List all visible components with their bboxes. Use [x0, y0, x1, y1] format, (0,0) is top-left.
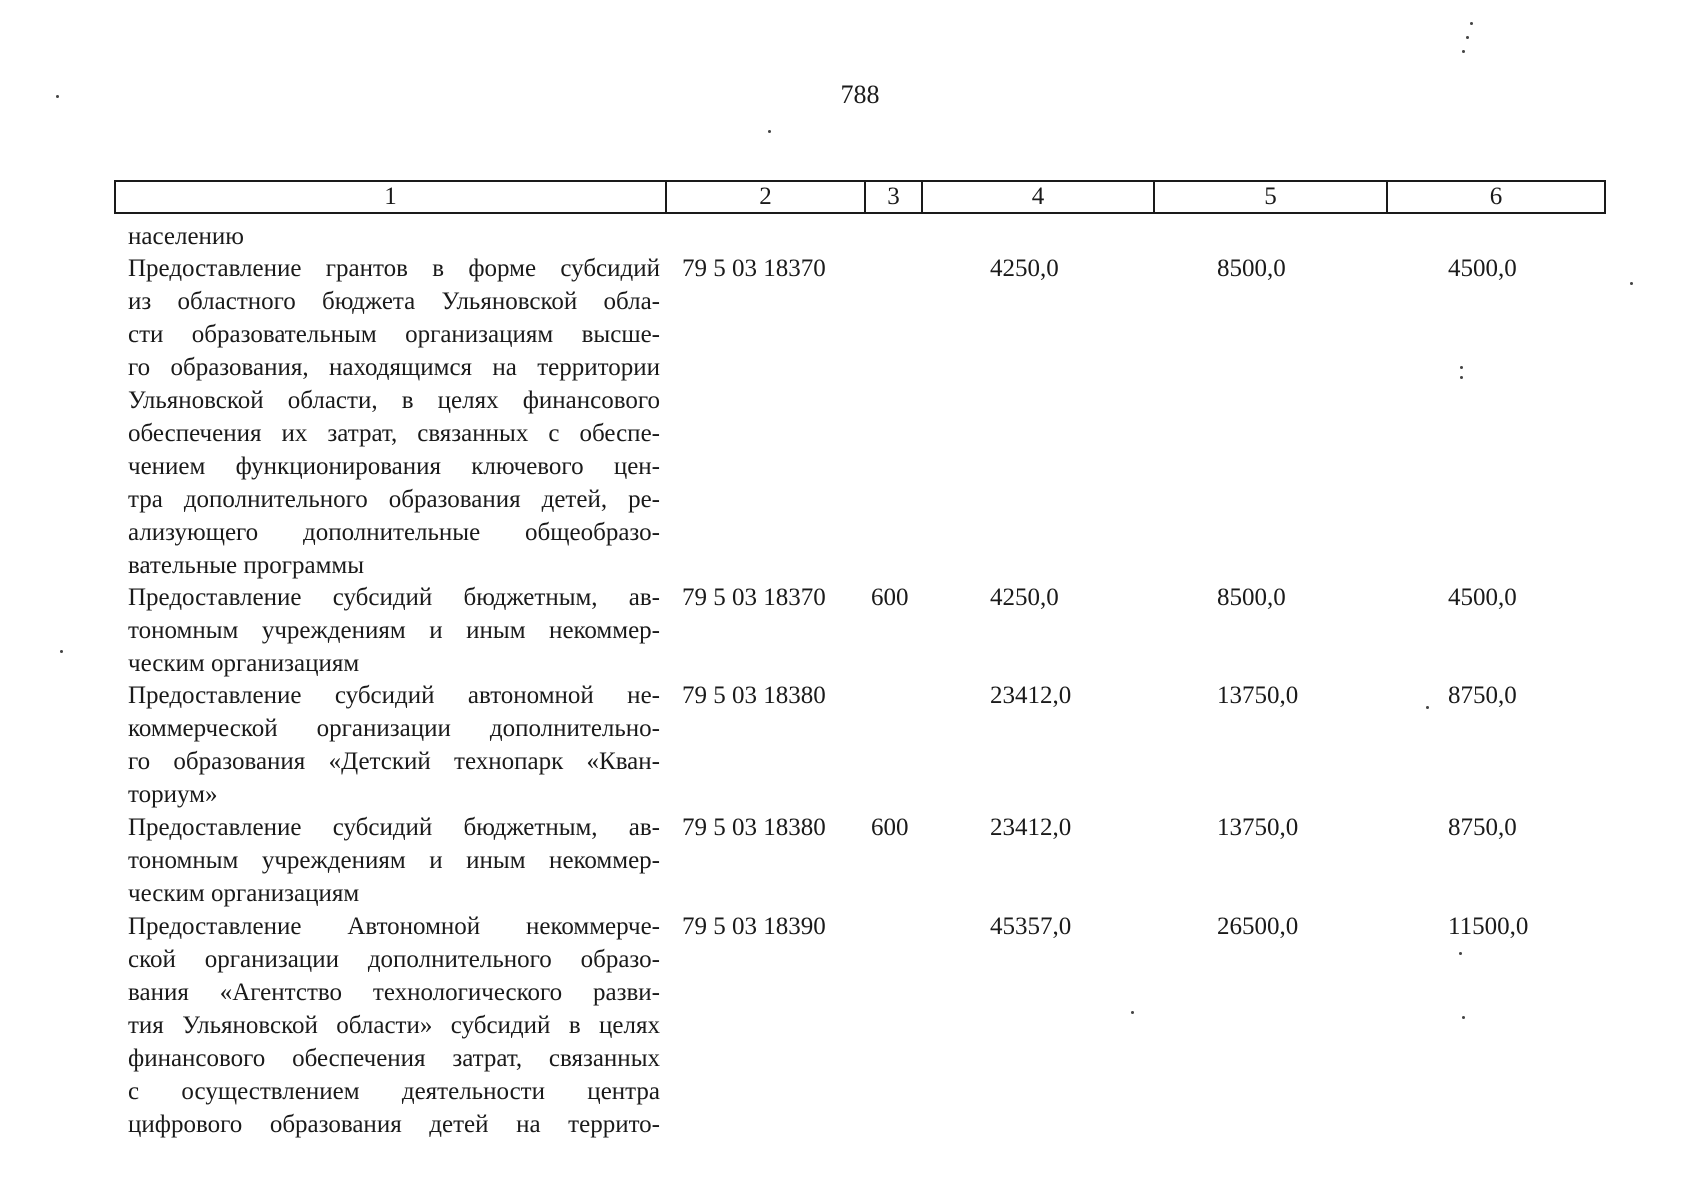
scan-speck	[1426, 706, 1429, 709]
amount-col-6: 11500,0	[1448, 913, 1529, 940]
description-line: вательные программы	[128, 552, 365, 579]
page-number: 788	[840, 80, 880, 109]
amount-col-4: 4250,0	[990, 255, 1059, 282]
scan-speck	[1460, 366, 1463, 369]
amount-col-6: 8750,0	[1448, 814, 1517, 841]
scan-speck	[1460, 376, 1463, 379]
description-line: ческим организациям	[128, 650, 360, 677]
row-description	[128, 910, 660, 1141]
description-line: Предоставление Автономной некоммерче-	[128, 913, 660, 940]
description-line: Предоставление субсидий бюджетным, ав-	[128, 584, 660, 611]
scan-speck	[1462, 1016, 1465, 1019]
amount-col-5: 8500,0	[1217, 255, 1286, 282]
budget-code: 79 5 03 18370	[682, 584, 826, 611]
description-line: тия Ульяновской области» субсидий в целях	[128, 1012, 660, 1039]
description-line: тономным учреждениям и иным некоммер-	[128, 617, 660, 644]
description-line: финансового обеспечения затрат, связанных	[128, 1045, 660, 1072]
description-line: го образования, находящимся на территории	[128, 354, 660, 381]
column-header-3: 3	[866, 182, 923, 212]
scan-speck	[56, 95, 59, 98]
scan-speck	[1630, 282, 1633, 285]
description-line: вания «Агентство технологического разви-	[128, 979, 660, 1006]
budget-code: 79 5 03 18390	[682, 913, 826, 940]
amount-col-5: 13750,0	[1217, 682, 1299, 709]
budget-code: 79 5 03 18380	[682, 814, 826, 841]
amount-col-5: 13750,0	[1217, 814, 1299, 841]
description-line: ческим организациям	[128, 880, 360, 907]
column-header-4: 4	[923, 182, 1155, 212]
amount-col-4: 23412,0	[990, 682, 1072, 709]
description-line: ализующего дополнительные общеобразо-	[128, 519, 660, 546]
scan-speck	[60, 650, 63, 653]
row-description	[128, 581, 660, 680]
description-line: с осуществлением деятельности центра	[128, 1078, 660, 1105]
column-header-2: 2	[667, 182, 866, 212]
description-line: го образования «Детский технопарк «Кван-	[128, 748, 660, 775]
description-line: Предоставление субсидий бюджетным, ав-	[128, 814, 660, 841]
budget-code: 79 5 03 18370	[682, 255, 826, 282]
description-line: обеспечения их затрат, связанных с обеспе-	[128, 420, 660, 447]
column-header-5: 5	[1155, 182, 1388, 212]
amount-col-4: 45357,0	[990, 913, 1072, 940]
column-header-6: 6	[1489, 183, 1503, 210]
amount-col-6: 8750,0	[1448, 682, 1517, 709]
description-line: коммерческой организации дополнительно-	[128, 715, 660, 742]
description-line: ториум»	[128, 781, 218, 808]
amount-col-5: 8500,0	[1217, 584, 1286, 611]
row-description	[128, 679, 660, 811]
amount-col-4: 4250,0	[990, 584, 1059, 611]
budget-code: 79 5 03 18380	[682, 682, 826, 709]
amount-col-6: 4500,0	[1448, 584, 1517, 611]
description-line: тономным учреждениям и иным некоммер-	[128, 847, 660, 874]
scan-speck	[1466, 36, 1469, 39]
description-line: чением функционирования ключевого цен-	[128, 453, 660, 480]
row-description	[128, 811, 660, 910]
expense-type: 600	[871, 814, 909, 841]
amount-col-5: 26500,0	[1217, 913, 1299, 940]
expense-type: 600	[871, 584, 909, 611]
amount-col-4: 23412,0	[990, 814, 1072, 841]
row-description	[128, 220, 660, 253]
scan-speck	[1459, 952, 1462, 955]
description-line: населению	[128, 223, 244, 250]
description-line: из областного бюджета Ульяновской обла-	[128, 288, 660, 315]
description-line: ской организации дополнительного образо-	[128, 946, 660, 973]
table-header-row	[114, 180, 1606, 214]
column-header-1: 1	[116, 182, 667, 212]
description-line: тра дополнительного образования детей, ре-	[128, 486, 660, 513]
description-line: цифрового образования детей на террито-	[128, 1111, 660, 1138]
row-description	[128, 252, 660, 582]
scan-speck	[1131, 1011, 1134, 1014]
scan-speck	[1462, 50, 1465, 53]
description-line: Ульяновской области, в целях финансового	[128, 387, 660, 414]
description-line: Предоставление грантов в форме субсидий	[128, 255, 660, 282]
amount-col-6: 4500,0	[1448, 255, 1517, 282]
scan-speck	[768, 130, 771, 133]
description-line: сти образовательным организациям высше-	[128, 321, 660, 348]
scan-speck	[1470, 22, 1473, 25]
description-line: Предоставление субсидий автономной не-	[128, 682, 660, 709]
